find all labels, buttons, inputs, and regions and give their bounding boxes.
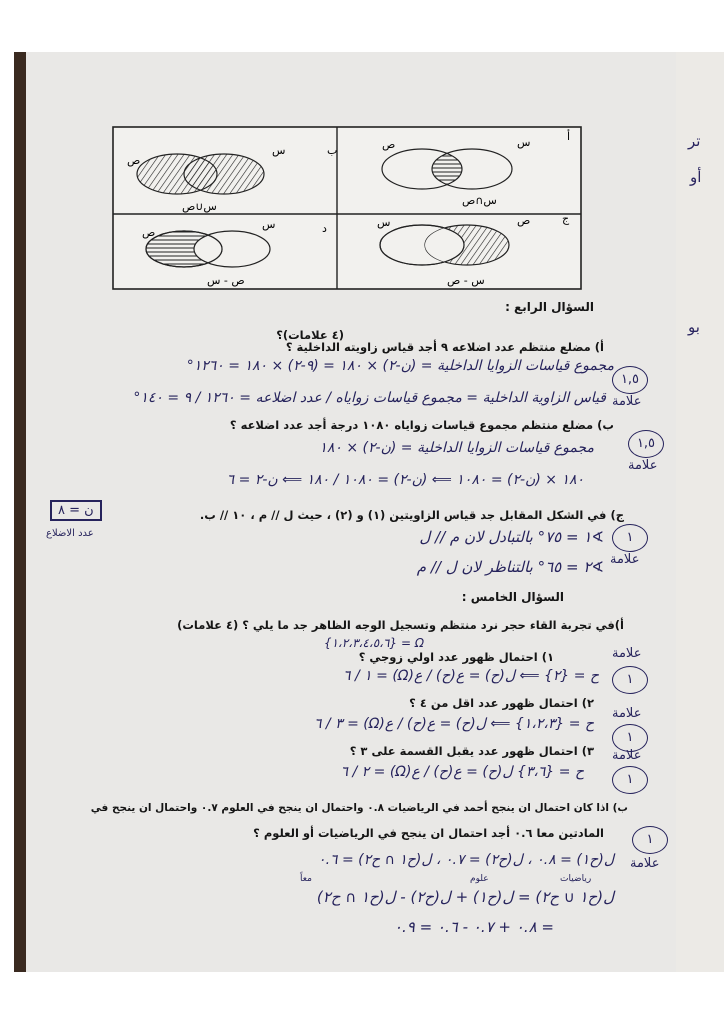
caption-sad-minus-s: ص - س xyxy=(207,274,245,287)
q5b-answer-line2: ل(ح١ ∪ ح٢) = ل(ح١) + ل(ح٢) - ل(ح١ ∩ ح٢) xyxy=(316,888,614,906)
q5a1-mark: ١ xyxy=(612,666,648,694)
q4a-mark-label: علامة xyxy=(612,394,642,409)
svg-text:س: س xyxy=(262,218,276,231)
q5b-question-line2: المادتين معا ٠.٦ أجد احتمال ان ينجح في الرياضيات أو العلوم ؟ xyxy=(253,826,604,840)
q5a-question: أ)في تجربة القاء حجر نرد منتظم وتسجيل الوجه الظاهر جد ما يلي ؟ (٤ علامات) xyxy=(177,618,624,632)
underlying-page xyxy=(676,52,724,972)
label-c: ج xyxy=(562,212,570,225)
caption-union: س∪ص xyxy=(182,200,217,213)
label-a: أ xyxy=(567,130,571,143)
q4c-mark: ١ xyxy=(612,524,648,552)
q4b-boxed-answer: ن = ٨ xyxy=(50,500,102,521)
q5a3-mark-label: علامة xyxy=(612,748,642,763)
q5b-answer-line3: = ٠.٨ + ٠.٧ - ٠.٦ = ٠.٩ xyxy=(393,918,554,936)
q5b-question-line1: ب) اذا كان احتمال ان ينجح أحمد في الرياضيات ٠.٨ واحتمال ان ينجح في العلوم ٠.٧ واحتمال ان ينجح في xyxy=(90,802,628,814)
q4c-answer-line1: ∢١ = ٧٥° بالتبادل لان م // ل xyxy=(419,528,604,546)
q4a-answer-line2: قياس الزاوية الداخلية = مجموع قياسات زواياه / عدد اضلاعه = ١٢٦٠ / ٩ = ١٤٠° xyxy=(133,390,606,406)
q5a3-mark: ١ xyxy=(612,766,648,794)
svg-text:ص: ص xyxy=(142,226,156,239)
caption-intersection: س∩ص xyxy=(462,194,497,207)
q5a-q1: ١) احتمال ظهور عدد اولي زوجي ؟ xyxy=(358,650,554,664)
label-b: ب xyxy=(327,144,338,157)
q4b-boxed-label: عدد الاضلاع xyxy=(46,528,94,539)
q5b-mark: ١ xyxy=(632,826,668,854)
q5a-q3: ٣) احتمال ظهور عدد يقبل القسمة على ٣ ؟ xyxy=(349,744,594,758)
q5a-answer2: ح = {١،٢،٣} ⟸ ل(ح) = ع(ح) / ع(Ω) = ٣ / ٦ xyxy=(313,716,594,732)
q5a2-mark: ١ xyxy=(612,724,648,752)
q4a-mark: ١,٥ xyxy=(612,366,648,394)
q4b-answer-line1: مجموع قياسات الزوايا الداخلية = (ن-٢) × ١٨٠ xyxy=(319,440,594,456)
q4c-question: ج) في الشكل المقابل جد قياس الزاويتين (١) و (٢) ، حيث ل // م ، ١٠ // ب. xyxy=(199,508,624,522)
q5-title: السؤال الخامس : xyxy=(461,590,564,604)
q4b-question: ب) مضلع منتظم مجموع قياسات زواياه ١٠٨٠ درجة أجد عدد اضلاعه ؟ xyxy=(229,418,614,432)
q4c-answer-line2: ∢٢ = ٦٥° بالتناظر لان ل // م xyxy=(416,558,604,576)
q5b-mark-label: علامة xyxy=(630,856,660,871)
q5b-label-both: معاً xyxy=(300,874,312,884)
svg-text:ص: ص xyxy=(517,214,531,227)
svg-text:س: س xyxy=(517,136,531,149)
q4-title: السؤال الرابع : xyxy=(505,300,594,314)
q5b-label-science: علوم xyxy=(470,874,489,884)
q4b-mark: ١,٥ xyxy=(628,430,664,458)
venn-diagrams-figure xyxy=(112,126,582,290)
q4a-answer-line1: مجموع قياسات الزوايا الداخلية = (ن-٢) × ١٨٠ = (٩-٢) × ١٨٠ = ١٢٦٠° xyxy=(186,358,614,374)
q4b-answer-line2: ١٨٠ × (ن-٢) = ١٠٨٠ ⟸ (ن-٢) = ١٠٨٠ / ١٨٠ ⟸ ن-٢ = ٦ xyxy=(226,472,584,488)
q4b-mark-label: علامة xyxy=(628,458,658,473)
q4a-question: أ) مضلع منتظم عدد اضلاعه ٩ أجد قياس زاويته الداخلية ؟ xyxy=(285,340,604,354)
q5a2-mark-label: علامة xyxy=(612,706,642,721)
q5b-label-math: رياضيات xyxy=(560,874,592,884)
venn-union xyxy=(137,154,264,194)
q5a-answer3: ح = {٣،٦} ل(ح) = ع(ح) / ع(Ω) = ٢ / ٦ xyxy=(340,764,584,780)
q5a-answer1: ح = {٢} ⟸ ل(ح) = ع(ح) / ع(Ω) = ١ / ٦ xyxy=(343,668,599,684)
label-d: د xyxy=(322,222,327,235)
caption-s-minus-sad: س - ص xyxy=(447,274,485,287)
q4-marks: (٤ علامات)؟ xyxy=(276,328,344,342)
svg-text:س: س xyxy=(377,216,391,229)
table-edge xyxy=(14,52,26,972)
q5b-answer-line1: ل(ح١) = ٠.٨ ، ل(ح٢) = ٠.٧ ، ل(ح١ ∩ ح٢) = ٠.٦ xyxy=(318,852,614,868)
underlying-page-text: أو xyxy=(690,168,702,186)
svg-text:س: س xyxy=(272,144,286,157)
underlying-page-text: بو xyxy=(688,318,700,336)
q4c-mark-label: علامة xyxy=(610,552,640,567)
q5a-q2: ٢) احتمال ظهور عدد اقل من ٤ ؟ xyxy=(409,696,594,710)
q5a-sample-space: Ω = {١،٢،٣،٤،٥،٦} xyxy=(323,636,424,650)
q5a1-mark-label: علامة xyxy=(612,646,642,661)
svg-text:ص: ص xyxy=(382,138,396,151)
underlying-page-text: تر xyxy=(688,132,701,150)
svg-text:ص: ص xyxy=(127,154,141,167)
